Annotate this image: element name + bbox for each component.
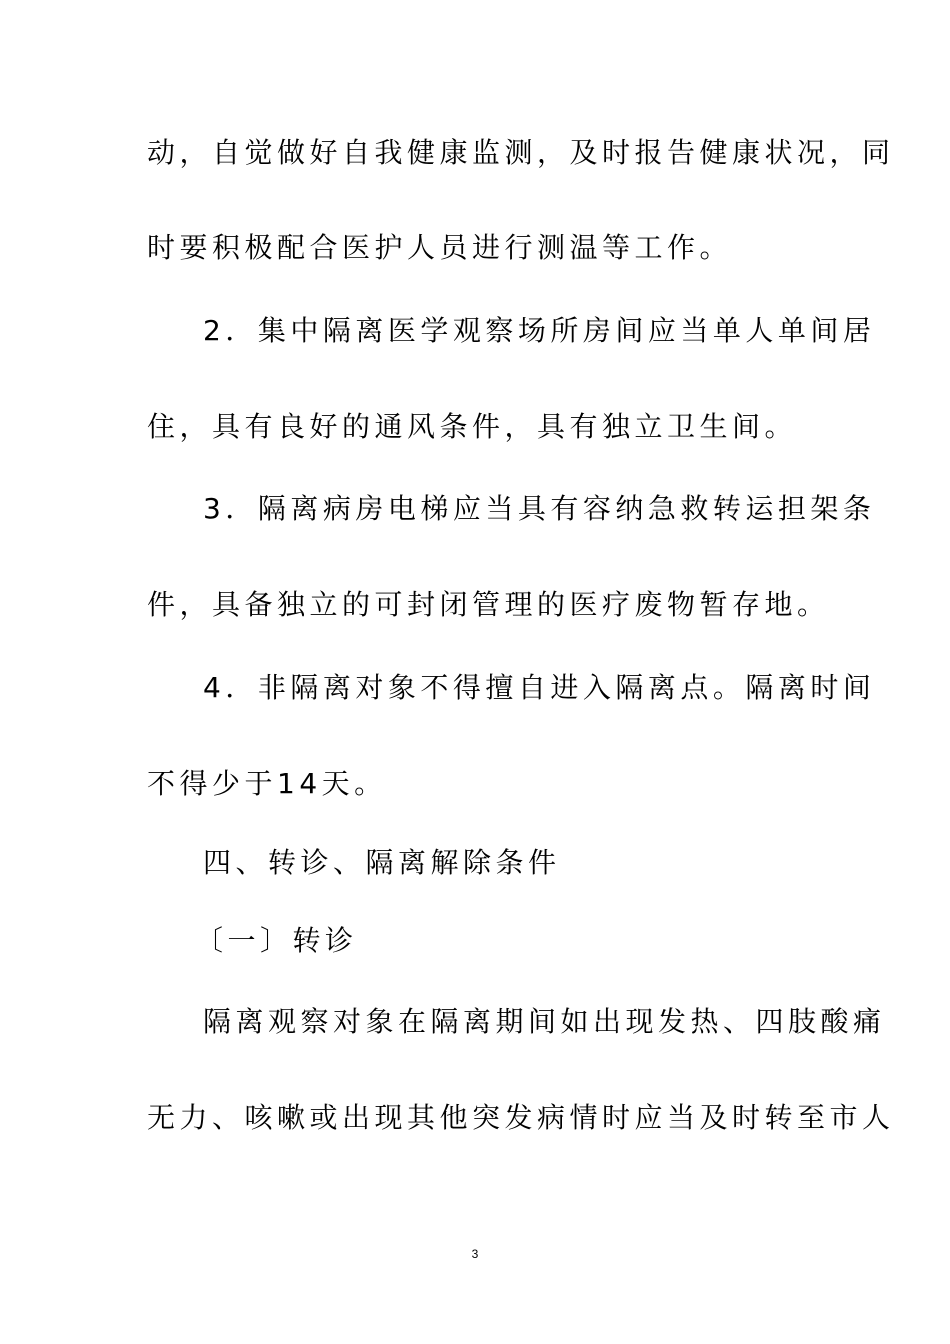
text-line-11: 隔离观察对象在隔离期间如出现发热、四肢酸痛 bbox=[203, 1005, 886, 1038]
page-number: 3 bbox=[471, 1247, 479, 1261]
text-line-1: 动，自觉做好自我健康监测，及时报告健康状况，同 bbox=[147, 136, 895, 169]
text-line-2: 时要积极配合医护人员进行测温等工作。 bbox=[147, 231, 733, 264]
text-line-5: 3．隔离病房电梯应当具有容纳急救转运担架条 bbox=[203, 492, 876, 525]
text-line-3: 2．集中隔离医学观察场所房间应当单人单间居 bbox=[203, 314, 876, 347]
text-line-8: 不得少于14天。 bbox=[147, 767, 387, 800]
subsection-heading: 〔一〕转诊 bbox=[195, 924, 358, 957]
section-heading: 四、转诊、隔离解除条件 bbox=[203, 846, 561, 879]
text-line-6: 件，具备独立的可封闭管理的医疗废物暂存地。 bbox=[147, 588, 830, 621]
text-line-4: 住，具有良好的通风条件，具有独立卫生间。 bbox=[147, 410, 798, 443]
text-line-12: 无力、咳嗽或出现其他突发病情时应当及时转至市人 bbox=[147, 1101, 895, 1134]
text-line-7: 4．非隔离对象不得擅自进入隔离点。隔离时间 bbox=[203, 671, 876, 704]
